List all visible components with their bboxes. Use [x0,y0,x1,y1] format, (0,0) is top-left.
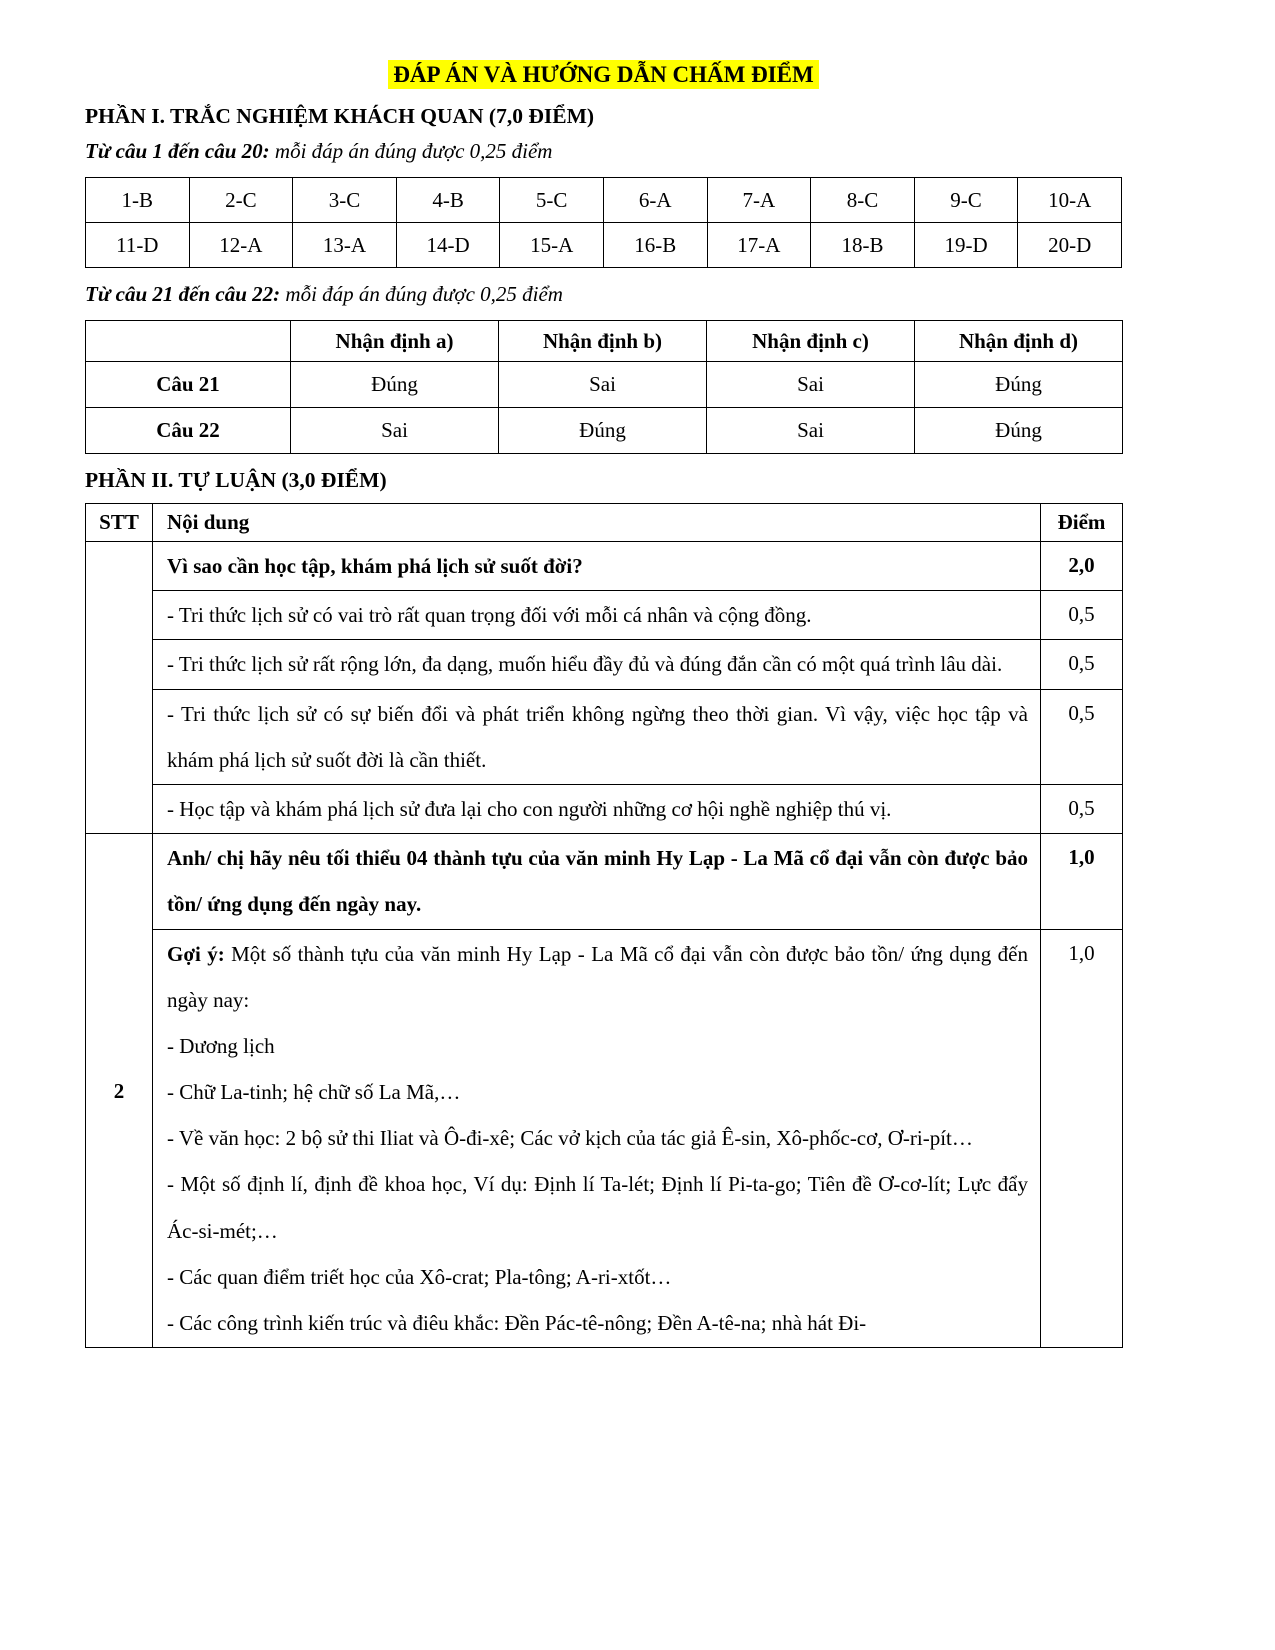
statement-header: Nhận định b) [499,321,707,362]
mc-answer-cell: 10-A [1018,178,1122,223]
statement-value: Sai [707,362,915,408]
q1-point-text: - Tri thức lịch sử có sự biến đổi và phát triển không ngừng theo thời gian. Vì vậy, việc học tập và khám phá lịch sử suốt đời là cần thiết. [153,689,1041,784]
statements-header-row [86,321,1123,362]
mc-answer-cell: 1-B [86,178,190,223]
q2-answer-line: - Các công trình kiến trúc và điêu khắc: Đền Pác-tê-nông; Đền A-tê-na; nhà hát Đi- [167,1311,867,1335]
mc-answer-cell: 8-C [811,178,915,223]
statement-header: Nhận định a) [291,321,499,362]
statement-row-label: Câu 22 [86,408,291,454]
q1-point-row [86,640,1123,689]
q1-stt-cell [86,542,153,834]
mc-answer-cell: 20-D [1018,223,1122,268]
q1-point-score: 0,5 [1041,784,1123,833]
q2-question: Anh/ chị hãy nêu tối thiểu 04 thành tựu của văn minh Hy Lạp - La Mã cổ đại vẫn còn được bảo tồn/ ứng dụng đến ngày nay. [153,834,1041,929]
mc-answer-cell: 7-A [707,178,811,223]
statement-value: Sai [291,408,499,454]
q2-answer-score: 1,0 [1041,929,1123,1348]
statement-header: Nhận định d) [915,321,1123,362]
mc-answer-cell: 5-C [500,178,604,223]
essay-header-content: Nội dung [153,504,1041,542]
q2-answer-line: - Các quan điểm triết học của Xô-crat; Pla-tông; A-ri-xtốt… [167,1264,672,1289]
mc-answer-cell: 18-B [811,223,915,268]
q2-answer-line: - Dương lịch [167,1033,275,1058]
mc-answer-cell: 17-A [707,223,811,268]
statement-header: Nhận định c) [707,321,915,362]
essay-table [85,503,1123,1348]
q1-question-row [86,542,1123,591]
note-range2-text: mỗi đáp án đúng được 0,25 điểm [280,282,563,306]
q2-stt-cell: 2 [86,834,153,1348]
q2-answer-intro [167,931,1028,1023]
q2-answer-cell [153,929,1041,1348]
q2-answer-intro-text: Một số thành tựu của văn minh Hy Lạp - La Mã cổ đại vẫn còn được bảo tồn/ ứng dụng đến ngày nay: [167,941,1028,1012]
statement-value: Sai [707,408,915,454]
q1-point-text: - Tri thức lịch sử có vai trò rất quan trọng đối với mỗi cá nhân và cộng đồng. [153,591,1041,640]
mc-answer-cell: 11-D [86,223,190,268]
mc-answer-cell: 3-C [293,178,397,223]
q2-question-row [86,834,1123,929]
note-range1-label: Từ câu 1 đến câu 20: [85,139,270,163]
statement-value: Đúng [915,362,1123,408]
q1-point-row [86,784,1123,833]
note-range1-text: mỗi đáp án đúng được 0,25 điểm [269,139,553,163]
statements-row-cau21 [86,362,1123,408]
part1-note-range1 [85,139,1122,164]
q2-question-score: 1,0 [1041,834,1123,929]
essay-header-score: Điểm [1041,504,1123,542]
part1-heading: PHẦN I. TRẮC NGHIỆM KHÁCH QUAN (7,0 ĐIỂM) [85,104,595,128]
statement-value: Đúng [499,408,707,454]
document-title-text: ĐÁP ÁN VÀ HƯỚNG DẪN CHẤM ĐIỂM [388,60,818,89]
q2-answer-line: - Một số định lí, định đề khoa học, Ví dụ: Định lí Ta-lét; Định lí Pi-ta-go; Tiên đề Ơ-cơ-lít; Lực đẩy Ác-si-mét;… [167,1172,1028,1243]
mc-answer-cell: 4-B [396,178,500,223]
mc-answers-row-2 [86,223,1122,268]
mc-answer-cell: 14-D [396,223,500,268]
statement-value: Đúng [291,362,499,408]
statements-corner-cell [86,321,291,362]
q1-point-text: - Tri thức lịch sử rất rộng lớn, đa dạng, muốn hiểu đầy đủ và đúng đắn cần có một quá trình lâu dài. [153,640,1041,689]
q2-answer-intro-label: Gợi ý: [167,941,225,966]
statements-row-cau22 [86,408,1123,454]
q1-point-score: 0,5 [1041,640,1123,689]
document-title [85,62,1122,88]
part2-heading: PHẦN II. TỰ LUẬN (3,0 ĐIỂM) [85,468,387,492]
mc-answer-cell: 16-B [603,223,707,268]
mc-answer-cell: 15-A [500,223,604,268]
mc-answers-table [85,177,1122,268]
q1-question-score: 2,0 [1041,542,1123,591]
q1-question: Vì sao cần học tập, khám phá lịch sử suốt đời? [153,542,1041,591]
q1-point-score: 0,5 [1041,689,1123,784]
q2-answer-row [86,929,1123,1348]
part1-note-range2 [85,282,1122,307]
essay-header-stt: STT [86,504,153,542]
statement-value: Sai [499,362,707,408]
statements-table [85,320,1123,454]
q1-point-row [86,591,1123,640]
mc-answer-cell: 13-A [293,223,397,268]
q1-point-score: 0,5 [1041,591,1123,640]
essay-header-row [86,504,1123,542]
note-range2-label: Từ câu 21 đến câu 22: [85,282,281,306]
q1-point-text: - Học tập và khám phá lịch sử đưa lại cho con người những cơ hội nghề nghiệp thú vị. [153,784,1041,833]
mc-answer-cell: 9-C [914,178,1018,223]
mc-answers-row-1 [86,178,1122,223]
statement-row-label: Câu 21 [86,362,291,408]
q2-answer-line: - Về văn học: 2 bộ sử thi Iliat và Ô-đi-xê; Các vở kịch của tác giả Ê-sin, Xô-phốc-cơ, Ơ-ri-pít… [167,1126,973,1151]
mc-answer-cell: 12-A [189,223,293,268]
statement-value: Đúng [915,408,1123,454]
mc-answer-cell: 6-A [603,178,707,223]
mc-answer-cell: 2-C [189,178,293,223]
q1-point-row [86,689,1123,784]
q2-answer-line: - Chữ La-tinh; hệ chữ số La Mã,… [167,1080,461,1105]
mc-answer-cell: 19-D [914,223,1018,268]
